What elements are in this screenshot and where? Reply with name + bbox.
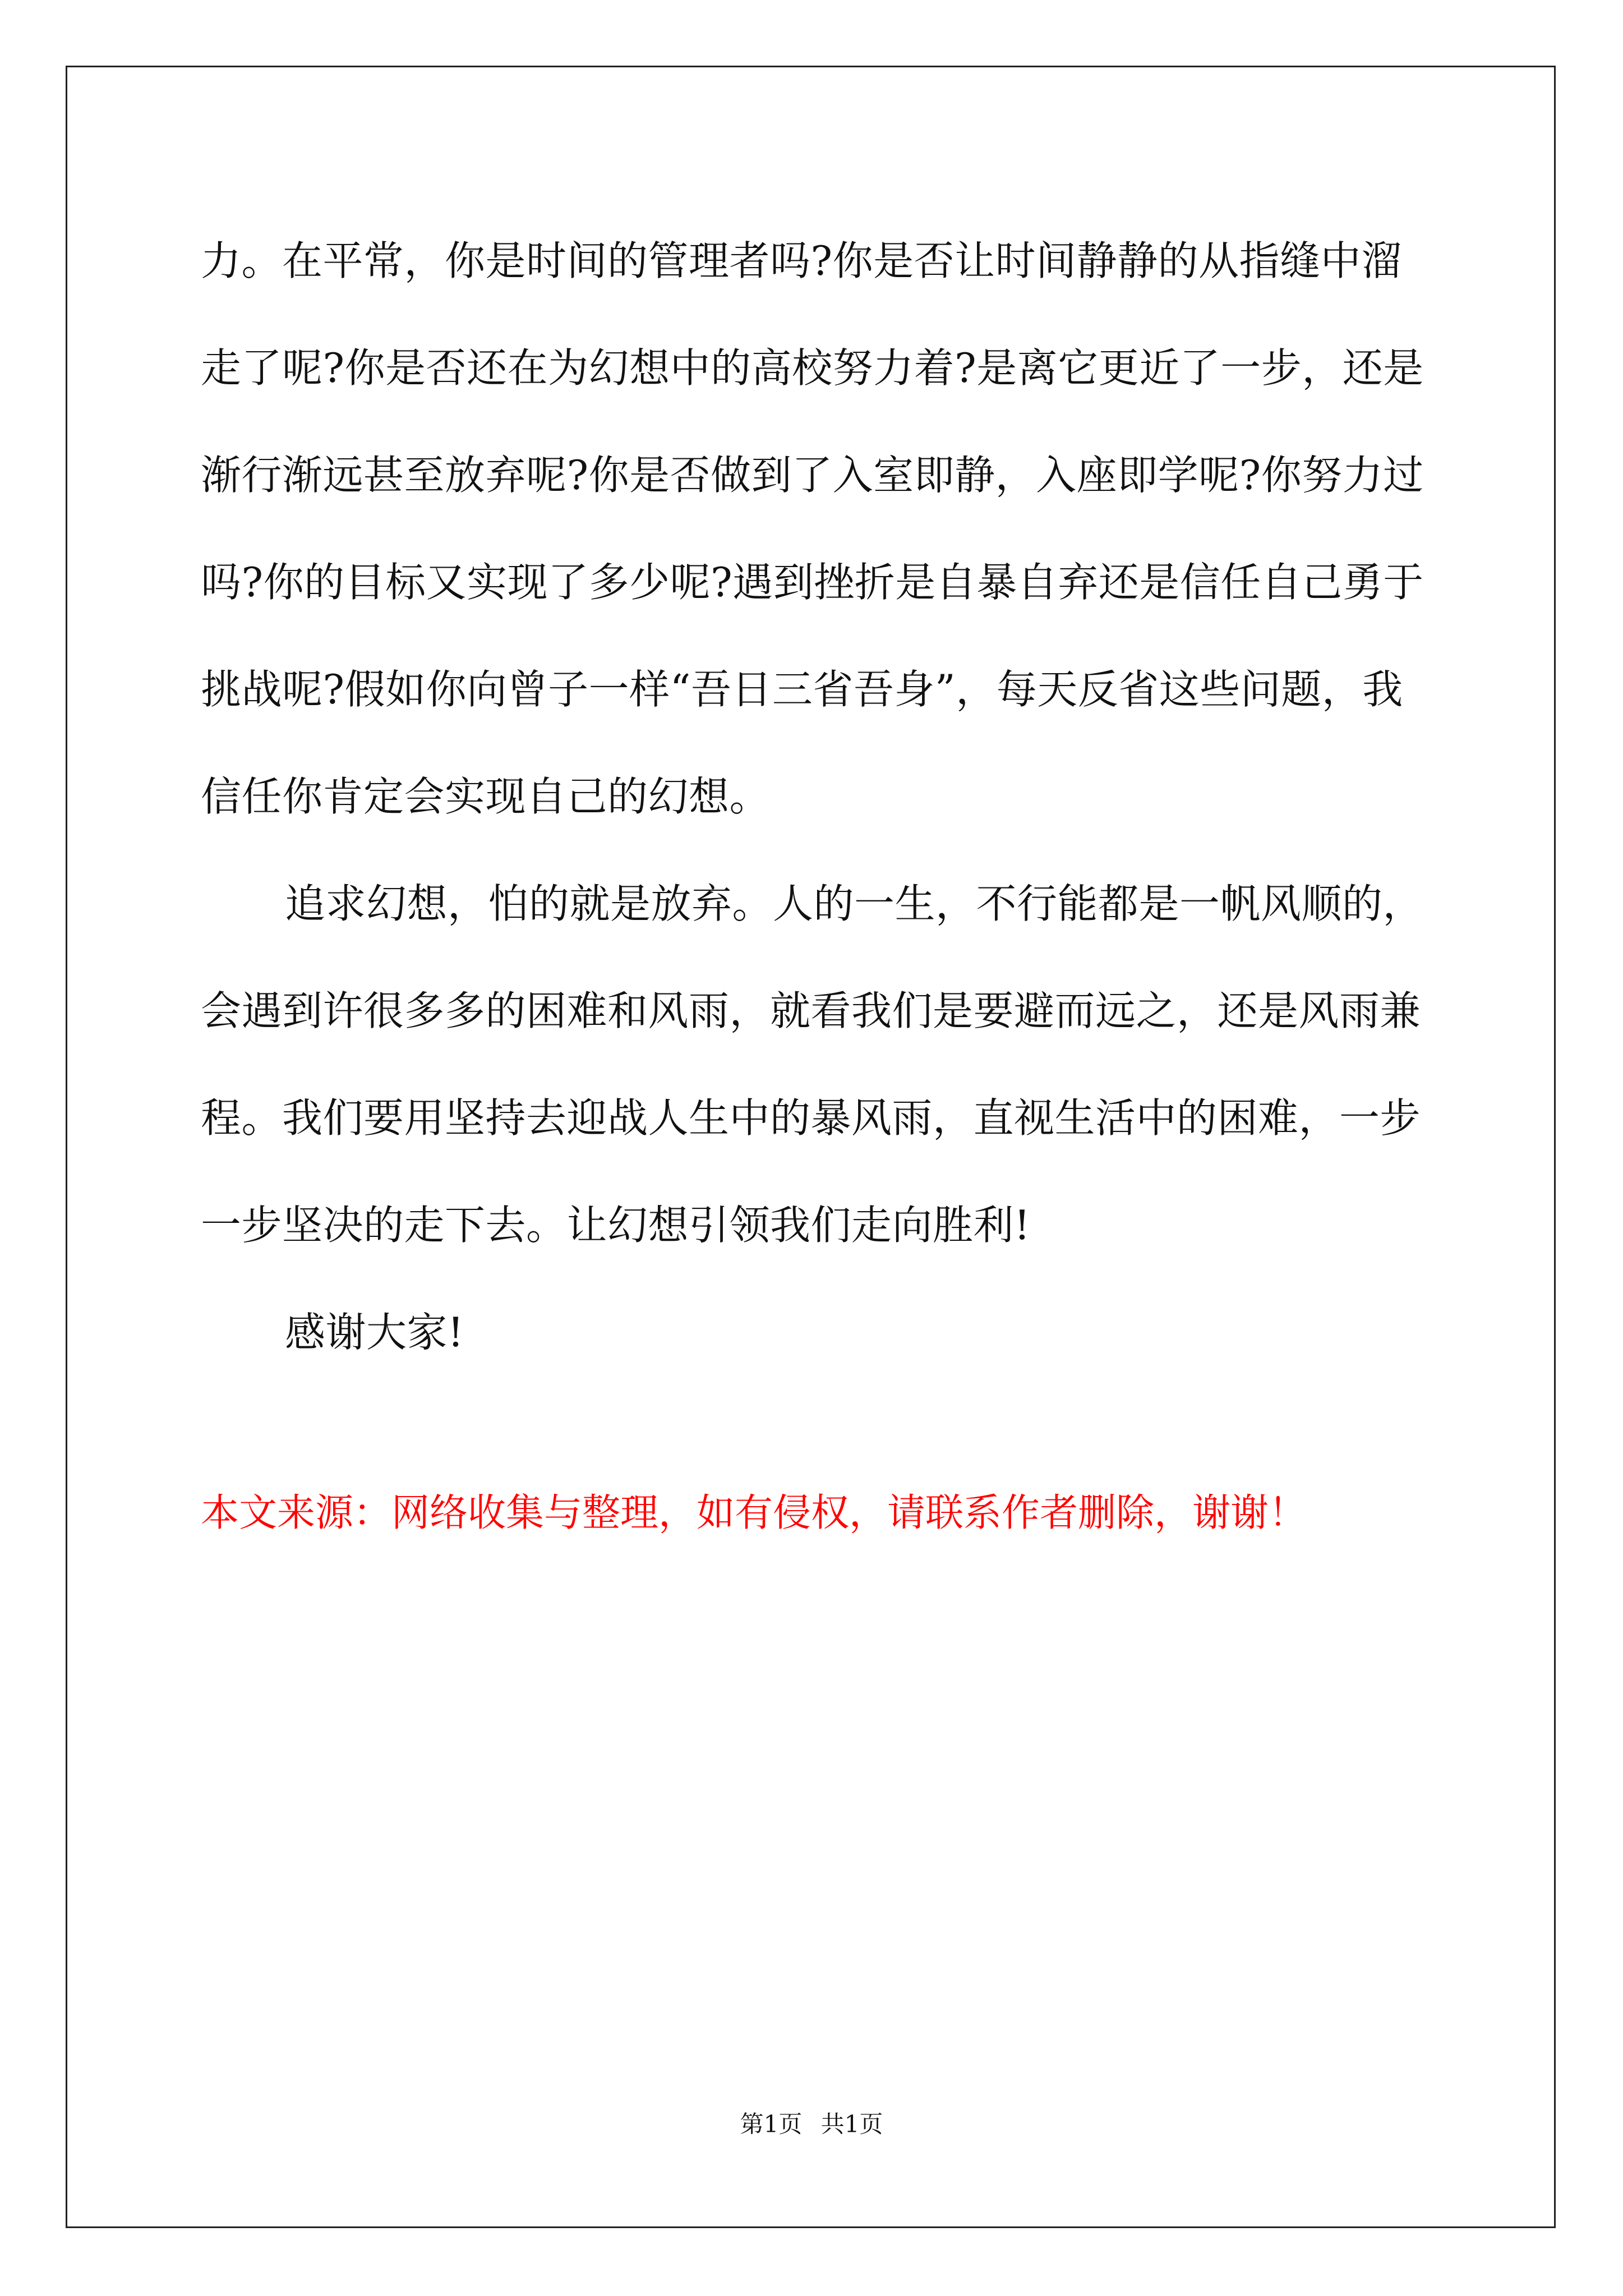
paragraph-1: 力。在平常，你是时间的管理者吗?你是否让时间静静的从指缝中溜走了呢?你是否还在为幻想中的高校努力着?是离它更近了一步，还是渐行渐远甚至放弃呢?你是否做到了入室即静，入座即学呢?你努力过吗?你的目标又实现了多少呢?遇到挫折是自暴自弃还是信任自己勇于挑战呢?假如你向曾子一样“吾日三省吾身”，每天反省这些问题，我信任你肯定会实现自己的幻想。 bbox=[201, 237, 1424, 820]
source-note: 本文来源：网络收集与整理，如有侵权，请联系作者删除，谢谢！ bbox=[201, 1491, 1307, 1535]
document-body bbox=[201, 208, 1429, 1386]
paragraph-2: 追求幻想，怕的就是放弃。人的一生，不行能都是一帆风顺的，会遇到许很多多的困难和风雨，就看我们是要避而远之，还是风雨兼程。我们要用坚持去迎战人生中的暴风雨，直视生活中的困难，一步一步坚决的走下去。让幻想引领我们走向胜利! bbox=[201, 880, 1424, 1249]
page-number-footer: 第1页 共1页 bbox=[740, 2110, 883, 2138]
paragraph-3: 感谢大家! bbox=[285, 1309, 464, 1356]
